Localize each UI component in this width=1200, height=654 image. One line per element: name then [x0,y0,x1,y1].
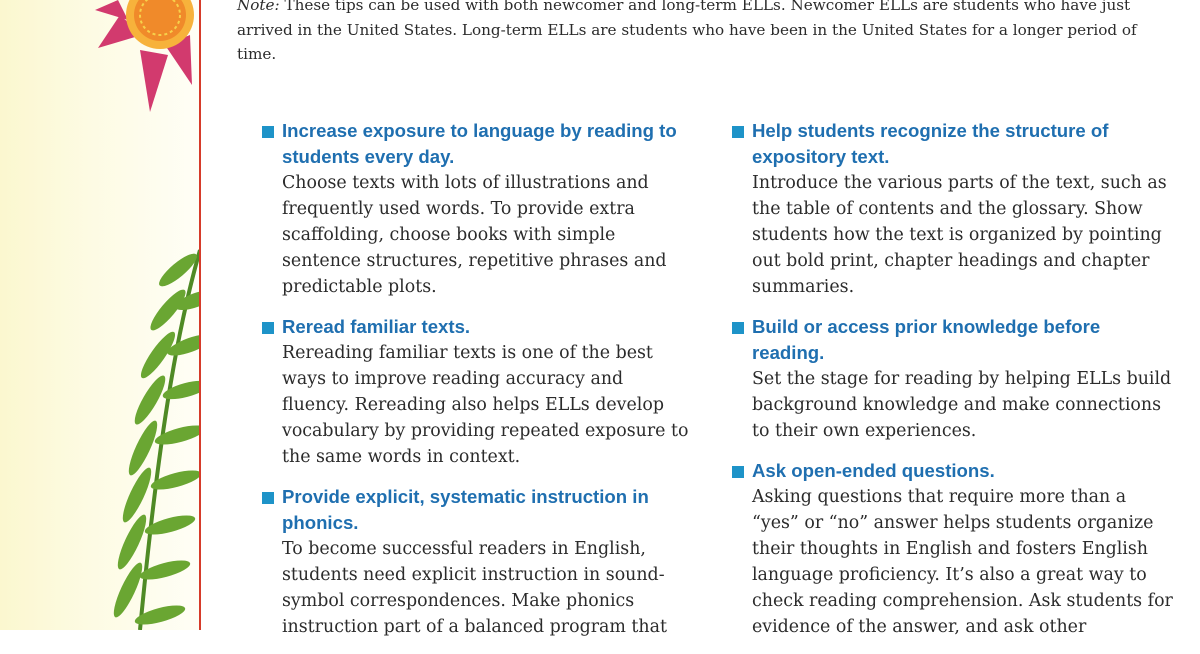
red-divider-rule [199,0,201,630]
decorative-sidebar [0,0,199,630]
fern-branch-icon [109,249,199,630]
square-bullet-icon [732,126,744,138]
intro-note [237,0,1137,67]
tip-body: Rereading familiar texts is one of the best ways to improve reading accuracy and fluency. Rereading also helps ELLs develop vocabulary by providing repeated exposure to the same words in context. [282,343,689,467]
square-bullet-icon [262,126,274,138]
tip-heading: Ask open-ended questions. [752,460,995,481]
square-bullet-icon [262,322,274,334]
tip-item [732,458,1177,640]
tip-heading: Help students recognize the structure of expository text. [752,120,1109,167]
tip-heading: Increase exposure to language by reading to students every day. [282,120,677,167]
tip-body: Asking questions that require more than a “yes” or “no” answer helps students organize their thoughts in English and fosters English language proficiency. It’s also a great way to check reading comprehension. Ask students for evidence of the answer, and ask other [752,487,1173,637]
tips-column-right [732,118,1177,654]
square-bullet-icon [732,322,744,334]
tip-body: Set the stage for reading by helping ELLs build background knowledge and make connections to their own experiences. [752,369,1172,441]
tip-item [732,118,1177,300]
tips-column-left [262,118,692,654]
sidebar-art [0,0,199,630]
sun-flower-icon [95,0,194,112]
tip-heading: Build or access prior knowledge before reading. [752,316,1101,363]
tip-body: Introduce the various parts of the text, such as the table of contents and the glossary. Show students how the text is organized by pointing out bold print, chapter headings and chapter summaries. [752,173,1167,297]
tip-item [732,314,1177,444]
tip-heading: Reread familiar texts. [282,316,471,337]
tip-item [262,118,692,300]
note-text: These tips can be used with both newcomer and long-term ELLs. Newcomer ELLs are students who have just arrived in the United States. Long-term ELLs are students who have been in the United States for a longer period of time. [237,0,1137,63]
note-label: Note: [237,0,280,14]
tip-body: Choose texts with lots of illustrations and frequently used words. To provide extra scaffolding, choose books with simple sentence structures, repetitive phrases and predictable plots. [282,173,667,297]
square-bullet-icon [732,466,744,478]
tip-body: To become successful readers in English, students need explicit instruction in sound-symbol correspondences. Make phonics instruction part of a balanced program that [282,539,667,637]
tip-heading: Provide explicit, systematic instruction in phonics. [282,486,649,533]
tip-item [262,484,692,640]
tip-item [262,314,692,470]
square-bullet-icon [262,492,274,504]
